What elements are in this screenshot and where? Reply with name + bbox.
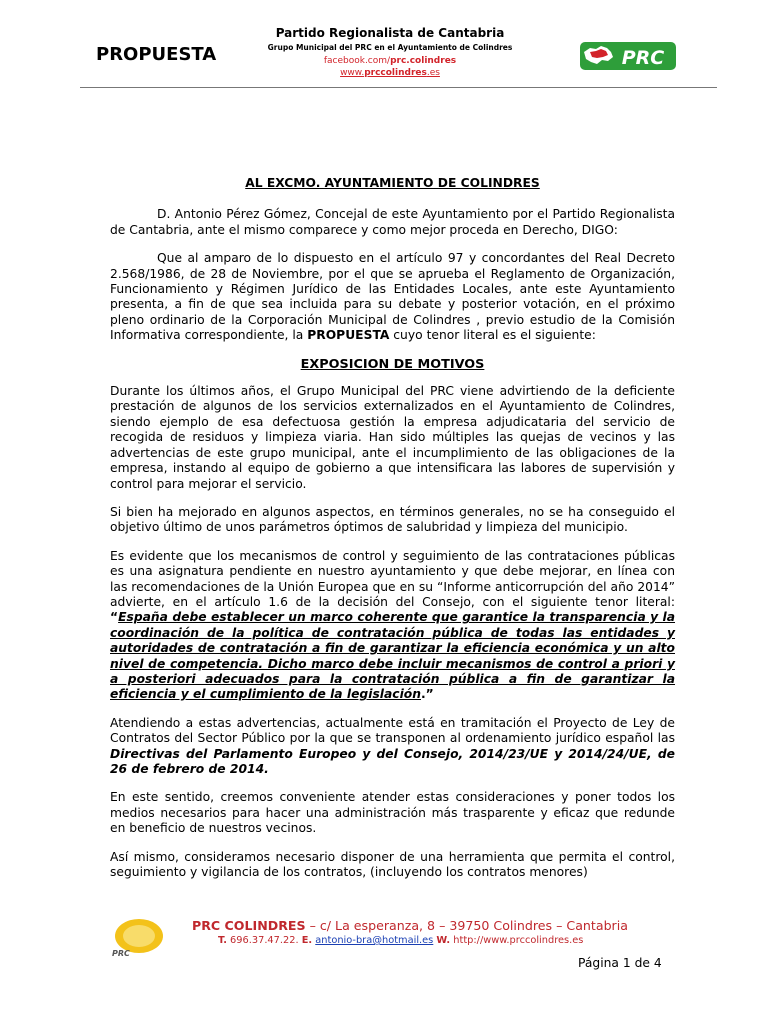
facebook-link[interactable]: facebook.com/prc.colindres	[323, 56, 457, 66]
paragraph-quote: Es evidente que los mecanismos de control y seguimiento de las contrataciones públicas es una asignatura pendiente en nuestro ayuntamiento y que debe mejorar, en línea con las recomendaciones de la Unión Europea que en su “Informe anticorrupción del año 2014” advierte, en el artículo 1.6 de la decisión del Consejo, con el siguiente tenor literal: “España debe establecer un marco coherente que garantice la transparencia y la coordinación de la política de contratación pública de todas las entidades y autoridades de contratación a fin de garantizar la eficiencia económica y un alto nivel de competencia. Dicho marco debe incluir mecanismos de control a priori y a posteriori adecuados para la contratación pública a fin de garantizar la eficiencia y el cumplimiento de la legislación.”	[110, 548, 675, 702]
prc-colindres-logo-icon	[108, 916, 170, 962]
svg-text:PRC: PRC	[112, 949, 130, 958]
page-header	[0, 0, 770, 92]
propuesta-label: PROPUESTA	[96, 44, 217, 65]
document-body	[110, 176, 675, 893]
paragraph-directives: Atendiendo a estas advertencias, actualmente está en tramitación el Proyecto de Ley de Contratos del Sector Público por la que se transponen al ordenamiento jurídico español las Directivas del Parlamento Europeo y del Consejo, 2014/23/UE y 2014/24/UE, de 26 de febrero de 2014.	[110, 715, 675, 776]
document-title: AL EXCMO. AYUNTAMIENTO DE COLINDRES	[245, 176, 540, 190]
paragraph-motivos-1: Durante los últimos años, el Grupo Municipal del PRC viene advirtiendo de la deficiente prestación de algunos de los servicios externalizados en el Ayuntamiento de Colindres, siendo ejemplo de esa defectuosa gestión la empresa adjudicataria del servicio de recogida de residuos y limpieza viaria. Han sido múltiples las quejas de vecinos y las advertencias de este grupo municipal, ante el incumplimiento de las obligaciones de la empresa, instando al equipo de gobierno a que intensificara las labores de supervisión y control para mejorar el servicio.	[110, 384, 675, 491]
paragraph-consideraciones: En este sentido, creemos conveniente atender estas consideraciones y poner todos los medios necesarios para hacer una administración más trasparente y eficaz que redunde en beneficio de nuestros vecinos.	[110, 790, 675, 836]
website-link[interactable]: www.prccolindres.es	[340, 68, 440, 78]
paragraph-legal-basis: Que al amparo de lo dispuesto en el artículo 97 y concordantes del Real Decreto 2.568/1986, de 28 de Noviembre, por el que se aprueba el Reglamento de Organización, Funcionamiento y Régimen Jurídico de las Entidades Locales, ante este Ayuntamiento presenta, a fin de que sea incluida para su debate y posterior votación, en el próximo pleno ordinario de la Corporación Municipal de Colindres , previo estudio de la Comisión Informativa correspondiente, la PROPUESTA cuyo tenor literal es el siguiente:	[110, 251, 675, 343]
quoted-text: España debe establecer un marco coherente que garantice la transparencia y la coordinación de la política de contratación pública de todas las entidades y autoridades de contratación a fin de garantizar la eficiencia económica y un alto nivel de competencia. Dicho marco debe incluir mecanismos de control a priori y a posteriori adecuados para la contratación pública a fin de garantizar la eficiencia y el cumplimiento de la legislación	[110, 610, 675, 702]
section-heading: EXPOSICION DE MOTIVOS	[300, 356, 485, 372]
svg-text:PRC: PRC	[621, 47, 665, 69]
page-footer	[0, 912, 770, 1024]
page-number: Página 1 de 4	[578, 956, 662, 970]
footer-address: PRC COLINDRES – c/ La esperanza, 8 – 39750 Colindres – Cantabria	[192, 918, 628, 933]
footer-contact: T. 696.37.47.22. E. antonio-bra@hotmail.es W. http://www.prccolindres.es	[218, 935, 584, 946]
header-center	[250, 27, 530, 79]
prc-logo-icon	[580, 39, 676, 73]
group-name: Grupo Municipal del PRC en el Ayuntamiento de Colindres	[267, 43, 513, 52]
party-name: Partido Regionalista de Cantabria	[275, 26, 505, 40]
website-url[interactable]: http://www.prccolindres.es	[450, 935, 584, 946]
paragraph-motivos-2: Si bien ha mejorado en algunos aspectos, en términos generales, no se ha conseguido el objetivo último de unos parámetros óptimos de salubridad y limpieza del municipio.	[110, 504, 675, 535]
header-rule	[80, 87, 717, 88]
email-link[interactable]: antonio-bra@hotmail.es	[315, 935, 434, 946]
paragraph-herramienta: Así mismo, consideramos necesario disponer de una herramienta que permita el control, seguimiento y vigilancia de los contratos, (incluyendo los contratos menores)	[110, 849, 675, 880]
paragraph-intro: D. Antonio Pérez Gómez, Concejal de este Ayuntamiento por el Partido Regionalista de Cantabria, ante el mismo comparece y como mejor proceda en Derecho, DIGO:	[110, 207, 675, 237]
